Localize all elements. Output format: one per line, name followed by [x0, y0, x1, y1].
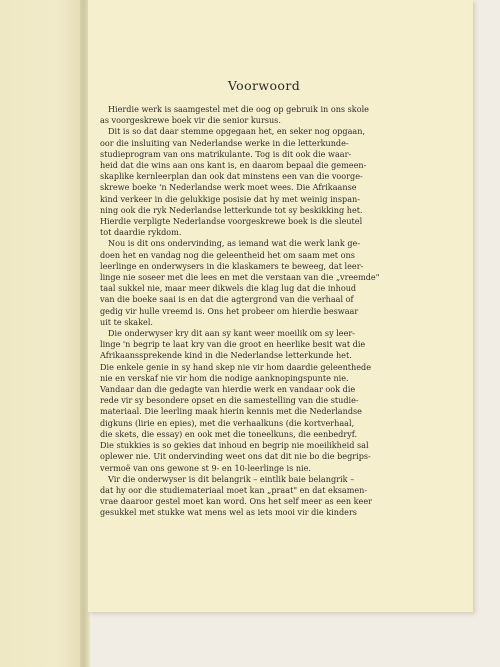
text-line: Dit is so dat daar stemme opgegaan het, en seker nog opgaan,: [108, 126, 366, 137]
paragraphs: [100, 104, 428, 519]
text-line: kind verkeer in die gelukkige posisie dat hy met weinig inspan-: [100, 193, 360, 204]
text-line: skaplike kernleerplan dan ook dat minstens een van die voorge-: [100, 171, 363, 182]
text-line: oor die insluiting van Nederlandse werke in die letterkunde-: [100, 137, 349, 148]
text-line: Die enkele genie in sy hand skep nie vir hom daardie geleenthede: [100, 361, 372, 372]
text-line: van die boeke saai is en dat die agtergrond van die verhaal of: [100, 294, 354, 305]
text-line: uit te skakel.: [100, 316, 153, 327]
text-line: Die onderwyser kry dit aan sy kant weer moeilik om sy leer-: [108, 328, 355, 339]
left-page-edge: [0, 0, 82, 667]
text-line: gedig vir hulle vreemd is. Ons het probeer om hierdie beswaar: [100, 305, 359, 316]
book-page: [88, 0, 473, 612]
paragraph: [100, 104, 428, 126]
text-line: linge 'n begrip te laat kry van die groot en heerlike besit wat die: [100, 339, 366, 350]
text-line: studieprogram van ons matrikulante. Tog is dit ook die waar-: [100, 148, 352, 159]
paragraph: [100, 328, 428, 474]
paragraph: [100, 126, 428, 238]
page-heading: Voorwoord: [227, 78, 301, 93]
text-line: nie en verskaf nie vir hom die nodige aanknopingspunte nie.: [100, 372, 349, 383]
text-line: ning ook die ryk Nederlandse letterkunde tot sy beskikking het.: [100, 204, 363, 215]
text-line: Nou is dit ons ondervinding, as iemand wat die werk lank ge-: [108, 238, 361, 249]
paragraph: [100, 238, 428, 328]
text-line: vermoë van ons gewone st 9- en 10-leerlinge is nie.: [100, 462, 311, 473]
paragraph: [100, 474, 428, 519]
text-line: as voorgeskrewe boek vir die senior kursus.: [100, 115, 281, 126]
text-line: leerlinge en onderwysers in die klaskamers te beweeg, dat leer-: [100, 260, 364, 271]
text-line: Hierdie verpligte Nederlandse voorgeskrewe boek is die sleutel: [100, 216, 363, 227]
text-line: gesukkel met stukke wat mens wel as iets mooi vir die kinders: [100, 507, 357, 518]
text-line: heid dat die wins aan ons kant is, en daarom bepaal die gemeen-: [100, 160, 367, 171]
text-line: Afrikaanssprekende kind in die Nederlandse letterkunde het.: [100, 350, 352, 361]
text-line: dat hy oor die studiemateriaal moet kan „praat" en dat eksamen-: [100, 484, 368, 495]
text-line: Vir die onderwyser is dit belangrik – eintlik baie belangrik –: [108, 473, 355, 484]
text-line: oplewer nie. Uit ondervinding weet ons dat dit nie bo die begrips-: [100, 451, 371, 462]
text-line: skrewe boeke 'n Nederlandse werk moet wees. Die Afrikaanse: [100, 182, 357, 193]
text-line: rede vir sy besondere opset en die samestelling van die studie-: [100, 395, 359, 406]
page-text: [100, 78, 428, 519]
text-line: materiaal. Die leerling maak hierin kennis met die Nederlandse: [100, 406, 362, 417]
text-line: tot daardie rykdom.: [100, 227, 182, 238]
text-line: taal sukkel nie, maar meer dikwels die klag lug dat die inhoud: [100, 283, 357, 294]
text-line: vrae daaroor gestel moet kan word. Ons het self meer as een keer: [100, 496, 372, 507]
text-line: linge nie soseer met die lees en met die verstaan van die „vreemde": [100, 272, 380, 283]
text-line: Vandaar dan die gedagte van hierdie werk en vandaar ook die: [100, 384, 356, 395]
text-line: Hierdie werk is saamgestel met die oog op gebruik in ons skole: [108, 104, 369, 114]
text-line: doen het en vandag nog die geleentheid het om saam met ons: [100, 249, 355, 260]
text-line: die skets, die essay) en ook met die toneelkuns, die eenbedryf.: [100, 428, 358, 439]
text-line: Die stukkies is so gekies dat inhoud en begrip nie moeilikheid sal: [100, 440, 369, 451]
text-line: digkuns (lirie en epies), met die verhaalkuns (die kortverhaal,: [100, 417, 355, 428]
